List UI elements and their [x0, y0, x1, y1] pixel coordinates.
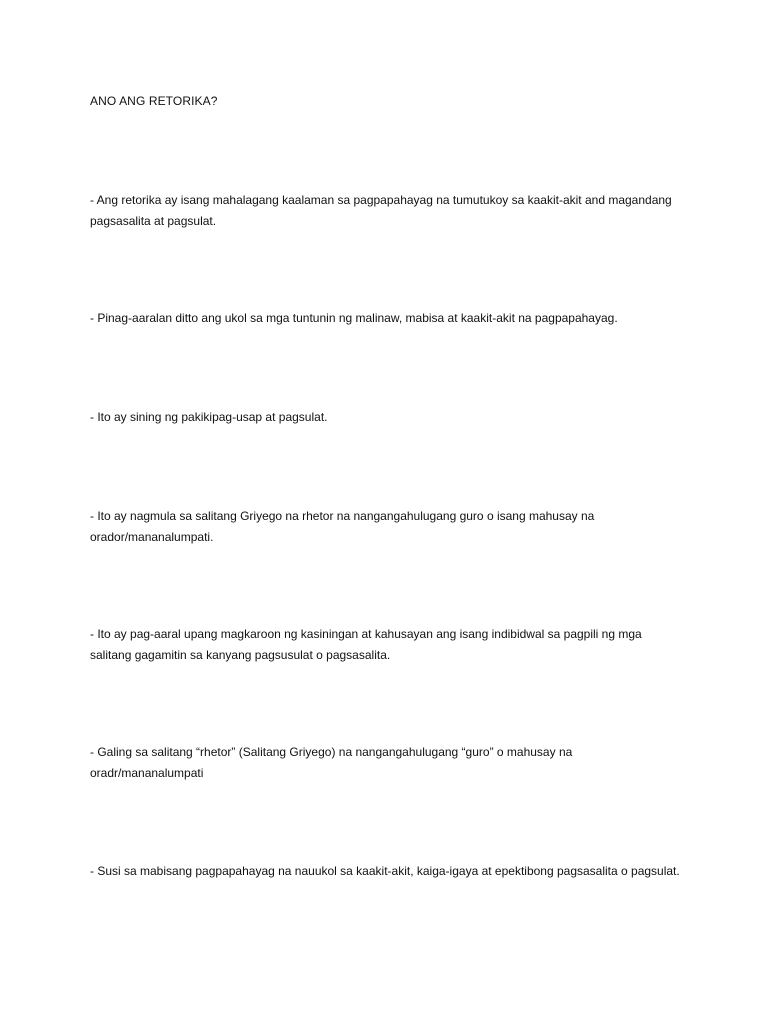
paragraph-2: - Pinag-aaralan ditto ang ukol sa mga tuntunin ng malinaw, mabisa at kaakit-akit na pagpapahayag.: [90, 311, 618, 325]
paragraph-4: - Ito ay nagmula sa salitang Griyego na rhetor na nangangahulugang guro o isang mahusay na orador/mananalumpati.: [90, 509, 595, 544]
paragraph-6: - Galing sa salitang “rhetor” (Salitang Griyego) na nangangahulugang “guro” o mahusay na oradr/mananalumpati: [90, 745, 573, 780]
paragraph-3: - Ito ay sining ng pakikipag-usap at pagsulat.: [90, 410, 328, 424]
paragraph-5: - Ito ay pag-aaral upang magkaroon ng kasiningan at kahusayan ang isang indibidwal sa pagpili ng mga salitang gagamitin sa kanyang pagsusulat o pagsasalita.: [90, 627, 642, 662]
paragraph-7: - Susi sa mabisang pagpapahayag na nauukol sa kaakit-akit, kaiga-igaya at epektibong pagsasalita o pagsulat.: [90, 864, 680, 878]
paragraph-1: - Ang retorika ay isang mahalagang kaalaman sa pagpapahayag na tumutukoy sa kaakit-akit and magandang pagsasalita at pagsulat.: [90, 193, 672, 228]
document-title: ANO ANG RETORIKA?: [90, 94, 218, 108]
